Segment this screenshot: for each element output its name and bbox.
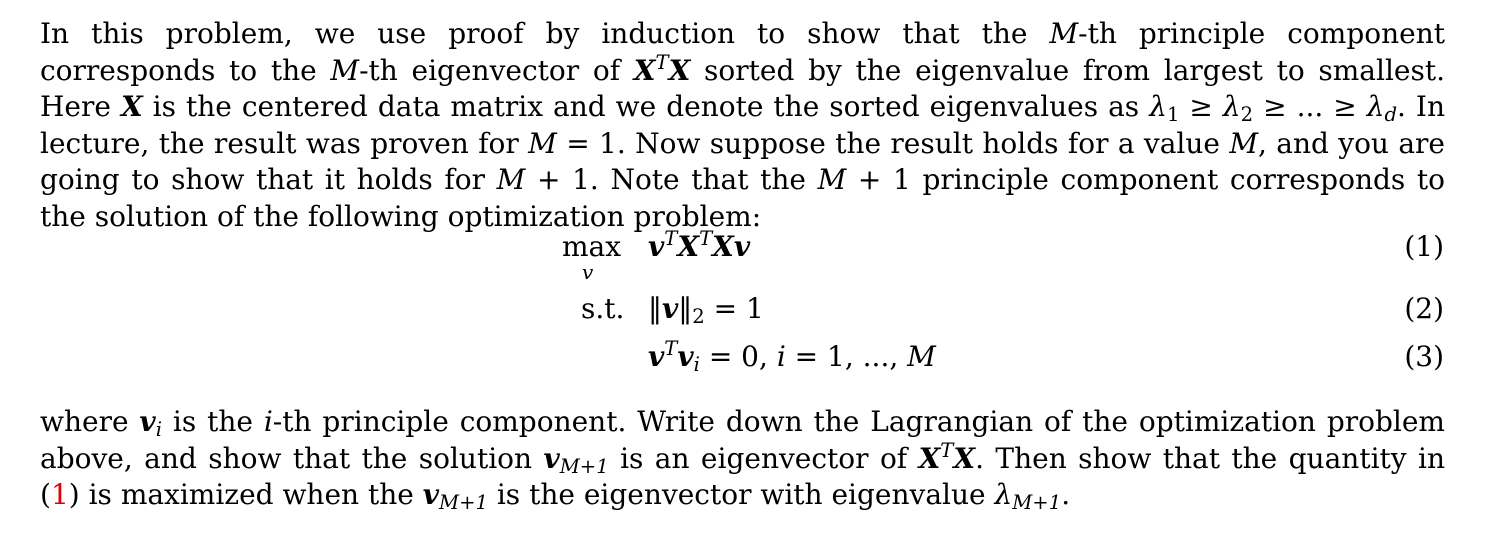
equation-reference-link[interactable]: 1 (50, 478, 69, 511)
objective-expression: $v^TX^TXv$ (648, 227, 751, 263)
equation-objective-row (0, 227, 1486, 284)
subject-to-label: s.t. (581, 292, 625, 325)
equation-number-2: (2) (1404, 292, 1444, 325)
norm-constraint-expression: $‖v‖_2 = 1$ (648, 292, 764, 328)
equation-constraint-norm-row (0, 292, 1486, 332)
task-paragraph: where $v_i$ is the i-th principle component. Write down the Lagrangian of the optimization problem above, and show that the solution $v_{M+1}$ is an eigenvector of $X^TX$. Then show that the quantity in (1) is maximized when the $v_{M+1}$ is the eigenvector with eigenvalue $\lambda_{M+1}$. (40, 405, 1445, 514)
equation-number-1: (1) (1404, 230, 1444, 263)
equation-constraint-orthogonality-row (0, 337, 1486, 380)
problem-statement-paragraph: In this problem, we use proof by induction to show that the M-th principle component corresponds to the M-th eigenvector of $X^TX$ sorted by the eigenvalue from largest to smallest. Here X is the centered data matrix and we denote the sorted eigenvalues as $\lambda_1 \ge \lambda_2$ ≥ ... ≥ $\lambda_d$. In lecture, the result was proven for M = 1. Now suppose the result holds for a value M, and you are going to show that it holds for M + 1. Note that the M + 1 principle component corresponds to the solution of the following optimization problem: (40, 17, 1446, 233)
max-operator: max (562, 230, 622, 263)
equation-number-3: (3) (1404, 340, 1444, 373)
max-subscript: v (582, 260, 594, 284)
orthogonality-constraint-expression: $v^Tv_i = 0$, i = 1, ..., M (648, 337, 936, 376)
